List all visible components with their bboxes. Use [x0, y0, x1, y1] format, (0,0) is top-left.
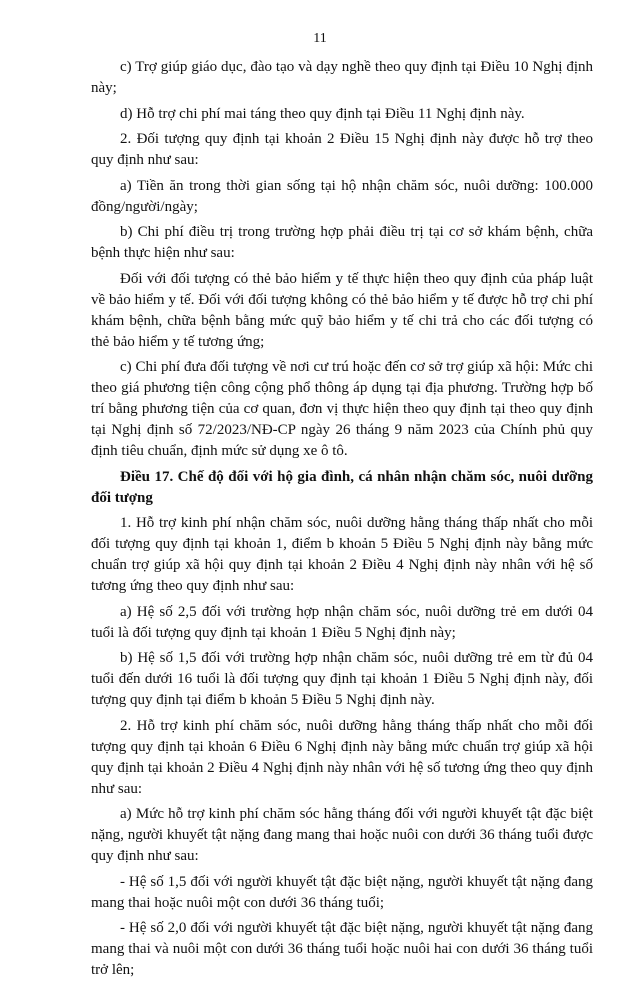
paragraph-a-coefficient-2-5: a) Hệ số 2,5 đối với trường hợp nhận chăm sóc, nuôi dưỡng trẻ em dưới 04 tuổi là đối tượng quy định tại khoản 1 Điều 5 Nghị định này;	[91, 603, 593, 641]
document-body	[91, 57, 593, 986]
paragraph-1-support: 1. Hỗ trợ kinh phí nhận chăm sóc, nuôi dưỡng hằng tháng thấp nhất cho mỗi đối tượng quy định tại khoản 1, điểm b khoản 5 Điều 5 Nghị định này bằng mức chuẩn trợ giúp xã hội quy định tại khoản 2 Điều 4 Nghị định này nhân với hệ số tương ứng theo quy định như sau:	[91, 515, 593, 594]
paragraph-b-coefficient-1-5: b) Hệ số 1,5 đối với trường hợp nhận chăm sóc, nuôi dưỡng trẻ em từ đủ 04 tuổi đến dưới 16 tuổi là đối tượng quy định tại khoản 1 Điều 5 Nghị định này, đối tượng quy định tại điểm b khoản 5 Điều 5 Nghị định này.	[91, 650, 593, 708]
list-item-coefficient-2-0: - Hệ số 2,0 đối với người khuyết tật đặc biệt nặng, người khuyết tật nặng đang mang thai và nuôi một con dưới 36 tháng tuổi hoặc nuôi hai con dưới 36 tháng tuổi trở lên;	[91, 920, 593, 978]
paragraph-a-disabled-support: a) Mức hỗ trợ kinh phí chăm sóc hằng tháng đối với người khuyết tật đặc biệt nặng, người khuyết tật nặng đang mang thai hoặc nuôi con dưới 36 tháng tuổi được quy định như sau:	[91, 806, 593, 864]
paragraph-2-support: 2. Hỗ trợ kinh phí chăm sóc, nuôi dưỡng hằng tháng thấp nhất cho mỗi đối tượng quy định tại khoản 6 Điều 6 Nghị định này bằng mức chuẩn trợ giúp xã hội quy định tại khoản 2 Điều 4 Nghị định này nhân với hệ số tương ứng theo quy định như sau:	[91, 717, 593, 797]
paragraph-a-meals: a) Tiền ăn trong thời gian sống tại hộ nhận chăm sóc, nuôi dưỡng: 100.000 đồng/người/ngày;	[91, 177, 593, 215]
paragraph-d-funeral: d) Hỗ trợ chi phí mai táng theo quy định tại Điều 11 Nghị định này.	[120, 105, 525, 122]
page-number: 11	[313, 31, 327, 46]
paragraph-c-transport: c) Chi phí đưa đối tượng về nơi cư trú hoặc đến cơ sở trợ giúp xã hội: Mức chi theo giá phương tiện công cộng phổ thông áp dụng tại địa phương. Trường hợp bố trí bằng phương tiện của cơ quan, đơn vị thực hiện theo quy định tại theo quy định tại Nghị định số 72/2023/NĐ-CP ngày 26 tháng 9 năm 2023 của Chính phủ quy định tiêu chuẩn, định mức sử dụng xe ô tô.	[91, 359, 593, 459]
paragraph-b-treatment: b) Chi phí điều trị trong trường hợp phải điều trị tại cơ sở khám bệnh, chữa bệnh thực hiện như sau:	[91, 224, 593, 261]
paragraph-2-clause: 2. Đối tượng quy định tại khoản 2 Điều 15 Nghị định này được hỗ trợ theo quy định như sau:	[91, 131, 593, 168]
list-item-coefficient-1-5: - Hệ số 1,5 đối với người khuyết tật đặc biệt nặng, người khuyết tật nặng đang mang thai hoặc nuôi một con dưới 36 tháng tuổi;	[91, 873, 593, 911]
paragraph-c-education: c) Trợ giúp giáo dục, đào tạo và dạy nghề theo quy định tại Điều 10 Nghị định này;	[91, 59, 593, 96]
paragraph-insurance: Đối với đối tượng có thẻ bảo hiểm y tế thực hiện theo quy định của pháp luật về bảo hiểm y tế. Đối với đối tượng không có thẻ bảo hiểm y tế được hỗ trợ chi phí khám bệnh, chữa bệnh bằng mức quỹ bảo hiểm y tế chi trả cho các đối tượng có thẻ bảo hiểm y tế tương ứng;	[91, 270, 593, 350]
article-17-heading: Điều 17. Chế độ đối với hộ gia đình, cá nhân nhận chăm sóc, nuôi dưỡng đối tượng	[91, 468, 593, 506]
